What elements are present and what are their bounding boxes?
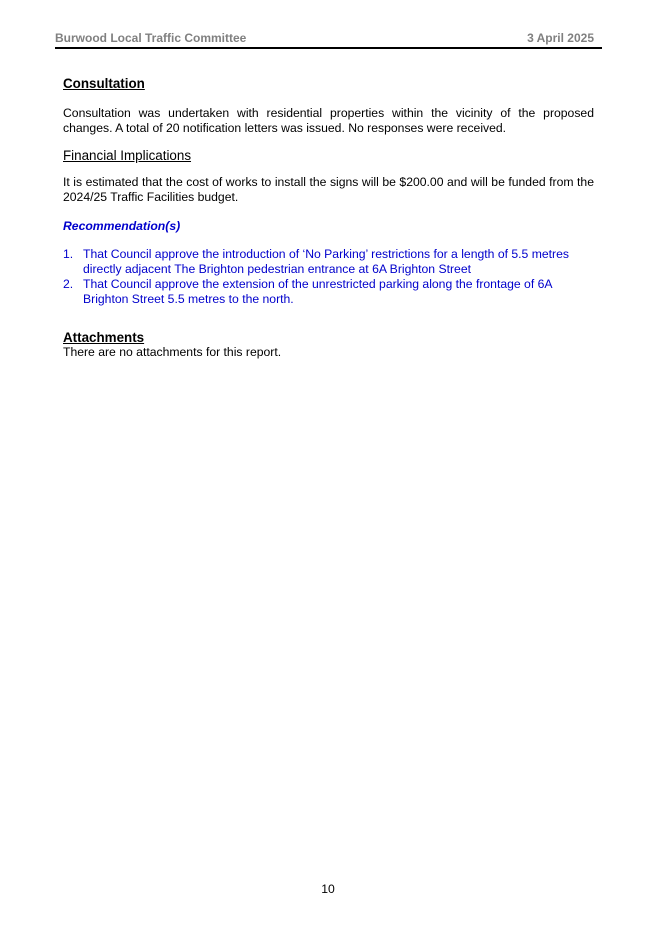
attachments-text: There are no attachments for this report. (63, 345, 282, 359)
recommendation-number: 1. (63, 247, 74, 261)
consultation-text: Consultation was undertaken with residential properties within the vicinity of the proposed changes. A total of 20 notification letters was issued. No responses were received. (63, 106, 594, 135)
consultation-heading: Consultation (63, 76, 145, 91)
report-body (63, 76, 594, 360)
recommendation-text: That Council approve the introduction of ‘No Parking’ restrictions for a length of 5.5 metres directly adjacent The Brighton pedestrian entrance at 6A Brighton Street (83, 247, 569, 276)
financial-implications-heading: Financial Implications (63, 148, 192, 163)
recommendation-text: That Council approve the extension of the unrestricted parking along the frontage of 6A Brighton Street 5.5 metres to the north. (83, 277, 552, 306)
recommendations-list (63, 247, 594, 307)
attachments-heading: Attachments (63, 330, 145, 345)
committee-title: Burwood Local Traffic Committee (55, 31, 247, 45)
recommendation-number: 2. (63, 277, 74, 291)
meeting-date: 3 April 2025 (527, 31, 594, 45)
recommendation-item (63, 247, 594, 277)
recommendation-item (63, 277, 594, 307)
financial-implications-text: It is estimated that the cost of works to install the signs will be $200.00 and will be funded from the 2024/25 Traffic Facilities budget. (63, 175, 594, 204)
recommendations-heading: Recommendation(s) (63, 219, 181, 233)
page-header (55, 31, 602, 49)
page-number: 10 (321, 882, 335, 896)
